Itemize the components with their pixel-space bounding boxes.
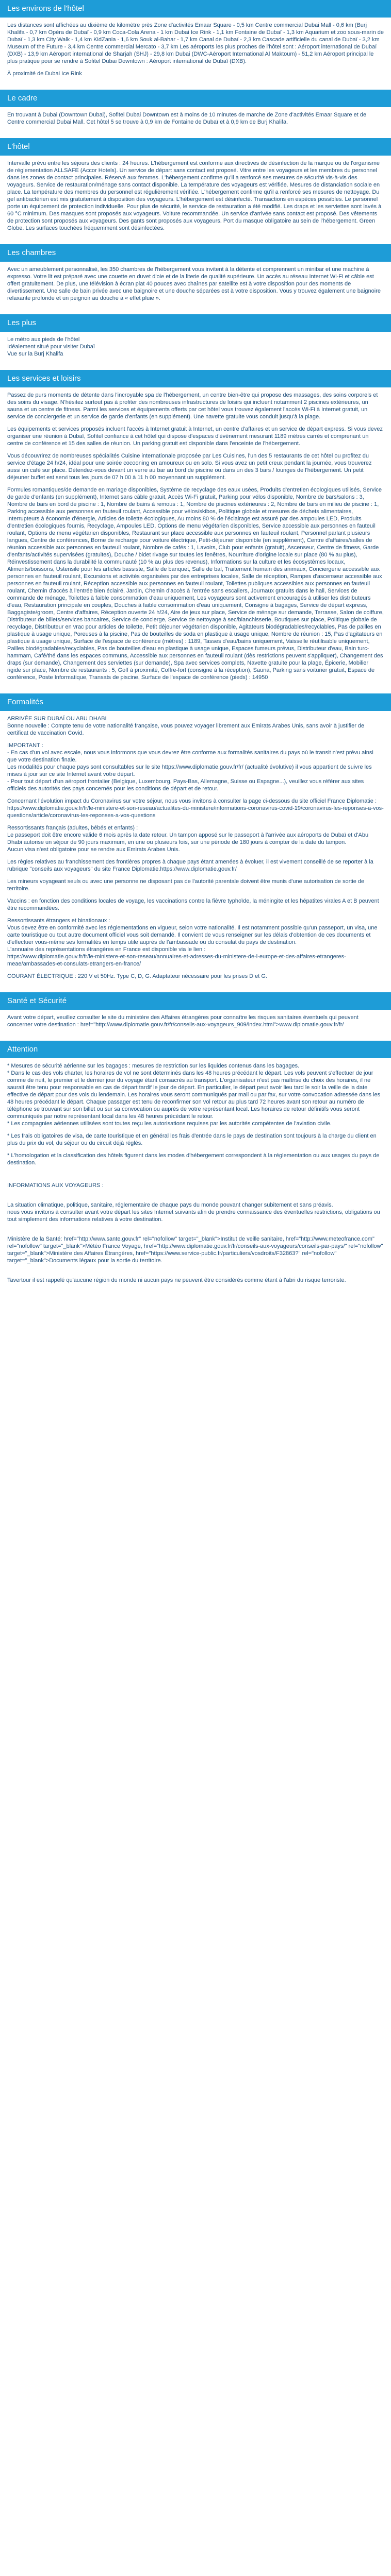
section-body-services bbox=[0, 387, 391, 693]
section-body-chambres bbox=[0, 262, 391, 314]
section-services bbox=[0, 370, 391, 693]
section-title-services: Les services et loisirs bbox=[0, 370, 391, 387]
section-cadre bbox=[0, 90, 391, 138]
section-environs bbox=[0, 0, 391, 90]
section-title-sante: Santé et Sécurité bbox=[0, 992, 391, 1010]
sante-text: Avant votre départ, veuillez consulter le site du ministère des Affaires étrangères pour connaître les risques sanitaires éventuels qui peuvent concerner votre destination : href="http://www.diplomatie.gouv.fr/fr/conseils-aux-voyageurs_909/index.html">www.diplomatie.gouv.fr/fr/ bbox=[7, 1014, 360, 1028]
section-title-plus: Les plus bbox=[0, 314, 391, 332]
spacer bbox=[7, 1172, 384, 1182]
formalites-vaccins-text: Vaccins : en fonction des conditions locales de voyage, les vaccinations contre la fièvre typhoïde, la méningite et les hépatites virales A et B peuvent être recommandées. bbox=[7, 898, 381, 911]
formalites-mineurs-text: Les mineurs voyageant seuls ou avec une personne ne disposant pas de l'autorité parentale doivent être munis d'une autorisation de sortie de territoire. bbox=[7, 878, 366, 892]
section-body-attention bbox=[0, 1058, 391, 1296]
hotel-text: Intervalle prévu entre les séjours des clients : 24 heures. L'hébergement est conforme aux directives de désinfection de la marque ou de l'organisme de réglementation ALLSAFE (Accor Hotels). Un service de départ sans contact est proposé. Vitre entre les voyageurs et les membres du personnel dans les zones de contact principales. Réservé aux femmes. L'hébergement confirme qu'il a renforcé ses mesures de sécurité vis-à-vis des voyageurs. Service de restauration/ménage sans contact disponible. La température des voyageurs est vérifiée. Mesures de distanciation sociale en place. La température des membres du personnel est régulièrement vérifiée. L'hébergement confirme qu'il a renforcé ses mesures de nettoyage. Du gel antibactérien est mis gratuitement à disposition des voyageurs. L'hébergement est désinfecté. Transactions en espèces possibles. Le personnel porte un équipement de protection individuelle. Pour plus de sécurité, le service de restauration a été modifié. Les draps et les serviettes sont lavés à 60 °C minimum. Des masques sont proposés aux voyageurs. Voiture recommandée. Un service d'arrivée sans contact est proposé. Des vêtements de protection sont proposés aux voyageurs. Des gants sont proposés aux voyageurs. Port du masque obligatoire au sein de l'hébergement. Green Globe. Les surfaces touchées fréquemment sont désinfectées. bbox=[7, 160, 383, 231]
services-dining-text: Vous découvrirez de nombreuses spécialités Cuisine internationale proposée par Les Cuisines, l'un des 5 restaurants de cet hôtel ou profitez du service d'étage 24 h/24, idéal pour une soirée cocooning en amoureux ou en solo. Si vous avez un petit creux pendant la journée, vous trouverez aussi un café sur place. Détendez-vous devant un verre au bar au bord de piscine ou dans un des 3 bars / lounges de l'hébergement. Un petit déjeuner buffet est servi tous les jours de 07 h 00 à 11 h 00 moyennant un supplément. bbox=[7, 453, 373, 481]
formalites-courant-text: COURANT ÉLECTRIQUE : 220 V et 50Hz. Type C, D, G. Adaptateur nécessaire pour les prises D et G. bbox=[7, 973, 267, 979]
chambres-text: Avec un ameublement personnalisé, les 350 chambres de l'hébergement vous invitent à la détente et comprennent un minibar et une machine à expresso. Votre lit est préparé avec une couette en duvet d'oie et de la literie de qualité supérieure. Un accès au réseau Internet Wi-Fi et câble est offert gratuitement. De plus, une télévision à écran plat 40 pouces avec chaînes par satellite est à votre disposition pour des moments de divertissement. Une salle de bain privée avec une baignoire et une douche séparées est à votre disposition. Vous y trouvez également une baignoire relaxante profonde et un peignoir au douche à « effet pluie ». bbox=[7, 266, 383, 301]
services-equipment-text: Les équipements et services proposés incluent l'accès à Internet gratuit à Internet, un centre d'affaires et un service de départ express. Si vous devez organiser une réunion à Dubaï, Sofitel confiance à cet hôtel qui dispose d'espaces d'événement mesurant 1189 mètres carrés et comprenant un centre de conférence et 15 des salles de réunion. Un parking gratuit est disponible dans l'enceinte de l'hébergement. bbox=[7, 426, 385, 447]
formalites-covid-text: Concernant l'évolution impact du Coronavirus sur votre séjour, nous vous invitons à consulter la page ci-dessous du site officiel France Diplomatie : https://www.diplomatie.gouv.fr/fr/le-ministere-et-son-reseau/actualites-du-ministere/informations-coronavirus-covid-19/coronavirus-les-reponses-a-vos-questions/article/coronavirus-les-reponses-a-vos-questions bbox=[7, 798, 384, 819]
section-body-plus bbox=[0, 332, 391, 370]
section-hotel bbox=[0, 138, 391, 244]
services-spa-text: Passez de purs moments de détente dans l'incroyable spa de l'hébergement, un centre bien-être qui propose des massages, des soins corporels et des soins du visage. N'hésitez surtout pas à profiter des nombreuses infrastructures de loisirs qui incluent notamment 2 piscines extérieures, un sauna et un centre de fitness. Parmi les services et équipements offerts par cet hôtel vous trouvez également l'accès Wi-Fi à Internet gratuit, un service de conciergerie et un service de garde d'enfants (en supplément). Une navette gratuite vous conduit jusqu'à la plage. bbox=[7, 392, 380, 420]
formalites-arrivee-text: ARRIVÉE SUR DUBAÏ OU ABU DHABI Bonne nouvelle : Compte tenu de votre nationalité française, vous pouvez voyager librement aux Emirats Arabes Unis, sans avoir à justifier de certificat de vaccination Covid. bbox=[7, 716, 365, 736]
section-chambres bbox=[0, 244, 391, 314]
services-amenities-list: Formules romantiques/de demande en mariage disponibles, Système de recyclage des eaux usées, Produits d'entretien écologiques utilisés, Service de garde d'enfants (en supplément), Internet sans câble gratuit, Accès Wi-Fi gratuit, Parking pour vélos disponible, Nombre de bars/salons : 3, Nombre de bars en bord de piscine : 1, Nombre de bains à remous : 1, Nombre de piscines extérieures : 2, Nombre de bars en milieu de piscine : 1, Parking accessible aux personnes en fauteuil roulant, Accessible pour vélos/skibos, Politique globale et mesures de déchets alimentaires, Interrupteurs à économie d'énergie, Articles de toilette écologiques, Au moins 80 % de l'éclairage est assuré par des ampoules LED, Produits d'entretien écologiques fournis, Recyclage, Ampoules LED, Options de menu végétarien disponibles, Service accessible aux personnes en fauteuil roulant, Options de menu végétarien disponibles, Restaurant sur place accessible aux personnes en fauteuil roulant, Personnel parlant plusieurs langues, Centre de conférences, Borne de recharge pour voiture électrique, Petit-déjeuner disponible (en supplément), Centre d'affaires/salles de réunion accessible aux personnes en fauteuil roulant, Nombre de cafés : 1, Lavoirs, Club pour enfants (gratuit), Ascenseur, Centre de fitness, Garde d'enfants/activités supervisées (gratuites), Douche / bidet rivage sur toutes les fenêtres, Nourriture d'origine locale sur place (80 % au plus), Réinvestissement dans la durabilité la communauté (10 % au plus des revenus), Informations sur la culture et les écosystèmes locaux, Aliments/boissons, Ustensile pour les articles bassiste, Salle de banquet, Salle de bal, Traitement humain des animaux, Conciergerie accessible aux personnes en fauteuil roulant, Excursions et activités organisées par des entreprises locales, Salle de réception, Rampes d'ascenseur accessible aux personnes en fauteuil roulant, Réception accessible aux personnes en fauteuil roulant, Toilettes publiques accessibles aux personnes en fauteuil roulant, Chemin d'accès à l'entrée bien éclairé, Jardin, Chemin d'accès à l'entrée sans escaliers, Journaux gratuits dans le hall, Services de commande de ménage, Toilettes à faible consommation d'eau uniquement, Les voyageurs sont activement encouragés à utiliser les distributeurs d'eau, Restauration principale en couples, Douches à faible consommation d'eau uniquement, Consigne à bagages, Service de départ express, Baggagiste/groom, Centre d'affaires, Réception ouverte 24 h/24, Aire de jeux sur place, Service de ménage sur demande, Terrasse, Salon de coiffure, Distributeur de billets/services bancaires, Service de concierge, Service de nettoyage à sec/blanchisserie, Boutiques sur place, Politique globale de recyclage, Distributeur en vrac pour articles de toilette, Petit déjeuner végétarien disponible, Agitateurs biodégradables/recyclables, Pas de pailles en plastique à usage unique, Poreuses à la piscine, Pas de bouteilles de soda en plastique à usage unique, Nombre de réunion : 15, Pas d'agitateurs en plastique à usage unique, Surface de l'espace de conférence (mètres) : 1189, Tasses d'eau/bains uniquement, Vaisselle réutilisable uniquement, Pailles biodégradables/recyclables, Pas de bouteilles d'eau en plastique à usage unique, Espaces fumeurs prévus, Distributeur d'eau, Bain turc-hammam, Café/thé dans les espaces communs, Accessible aux personnes en fauteuil roulant (dès restrictions peuvent s'appliquer), Changement des draps (sur demande), Changement des serviettes (sur demande), Spa avec services complets, Navette gratuite pour la plage, Épicerie, Mobilier rigide sur place, Nombre de restaurants : 5, Golf à proximité, Coffre-fort (consigne à la réception), Sauna, Parking sans voiturier gratuit, Espace de conférence, Poste Informatique, Transats de piscine, Surface de l'espace de conférence (pieds) : 14950 bbox=[7, 487, 385, 681]
section-plus bbox=[0, 314, 391, 370]
section-sante bbox=[0, 992, 391, 1041]
attention-homologation-text: * L'homologation et la classification des hôtels figurent dans les modes d'hébergement correspondent à la réglementation ou aux usages du pays de destination. bbox=[7, 1153, 381, 1166]
attention-situation-text: La situation climatique, politique, sanitaire, réglementaire de chaque pays du monde pouvant changer subitement et sans préavis. nous vous invitons à consulter avant votre départ les sites Internet suivants afin de prendre connaissance des éventuelles restrictions, obligations ou tout simplement des informations relatives à votre destination. bbox=[7, 1202, 380, 1223]
section-title-environs: Les environs de l'hôtel bbox=[0, 0, 391, 18]
spacer bbox=[7, 1194, 384, 1201]
attention-frais-text: * Les frais obligatoires de visa, de carte touristique et en général les frais d'entrée dans le pays de destination sont toujours à la charge du client en plus du prix du vol, du séjour ou du circuit déjà réglés. bbox=[7, 1133, 378, 1146]
section-title-attention: Attention bbox=[0, 1041, 391, 1058]
cadre-text: En trouvant à Dubai (Downtown Dubai), Sofitel Dubai Downtown est à moins de 10 minutes de marche de Zone d'activités Emaar Square et de Centre commercial Dubai Mall. Cet hôtel 5 se trouve à 0,9 km de Fontaine de Dubaï et à 0,9 km de Burj Khalifa. bbox=[7, 112, 368, 125]
plus-list-text: Le métro aux pieds de l'hôtel Idéalement situé pour visiter Dubaï Vue sur la Burj Khalifa bbox=[7, 336, 95, 357]
formalites-important-text: IMPORTANT : - En cas d'un vol avec escale, nous vous informons que vous devrez être conforme aux formalités sanitaires du pays où le transit n'est prévu ainsi que votre destination finale. Les modalités pour chaque pays sont consultables sur le site https://www.diplomatie.gouv.fr/fr/ (actualité évolutive) il vous appartient de suivre les mises à jour sur ce site Internet avant votre départ. - Pour tout départ d'un aéroport frontalier (Belgique, Luxembourg, Pays-Bas, Allemagne, Suisse ou Espagne...), veuillez vous référer aux sites officiels des autorités des pays concernés pour les conditions de départ et de retour. bbox=[7, 742, 373, 792]
environs-proximity-text: À proximité de Dubai Ice Rink bbox=[7, 71, 82, 77]
formalites-frontieres-text: Les règles relatives au franchissement des frontières propres à chaque pays étant amenées à évoluer, il est vivement conseillé de se reporter à la rubrique "conseils aux voyageurs" du site France Diplomatie.https://www.diplomatie.gouv.fr/ bbox=[7, 859, 375, 872]
environs-distances-text: Les distances sont affichées au dixième de kilomètre près Zone d'activités Emaar Square - 0,5 km Centre commercial Dubai Mall - 0,6 km (Burj Khalifa - 0,7 km Opéra de Dubaï - 0,9 km Coca-Cola Arena - 1 km Dubai Ice Rink - 1,1 km Fontaine de Dubaï - 1,3 km Aquarium et zoo sous-marin de Dubaï - 1,3 km City Walk - 1,4 km KidZania - 1,6 km Souk al-Bahar - 1,7 km Canal de Dubaï - 2,3 km Cascade artificielle du canal de Dubaï - 3,2 km Museum of the Future - 3,4 km Centre commercial Mercato - 3,7 km Les aéroports les plus proches de l'hôtel sont : Aéroport international de Dubaï (DXB) - 13,9 km Aéroport international de Sharjah (SHJ) - 29,8 km Dubai (DWC-Aéroport International Al Maktoum) - 51,2 km Aéroport principal le plus pratique pour se rendre à Sofitel Dubai Downtown : Aéroport international de Dubaï (DXB). bbox=[7, 22, 386, 64]
section-title-chambres: Les chambres bbox=[0, 244, 391, 262]
formalites-ressortissants-text: Ressortissants français (adultes, bébés et enfants) : Le passeport doit être encore valide 6 mois après la date retour. Un tampon apposé sur le passeport à l'arrivée aux aéroports de Dubaï et d'Abu Dhabi autorise un séjour de 90 jours maximum, en une ou plusieurs fois, sur une période de 180 jours à compter de la date du tampon. Aucun visa n'est obligatoire pour se rendre aux Emirats Arabes Unis. bbox=[7, 825, 369, 853]
section-body-formalites bbox=[0, 711, 391, 992]
section-title-formalites: Formalités bbox=[0, 693, 391, 711]
section-attention bbox=[0, 1041, 391, 1296]
section-title-hotel: L'hôtel bbox=[0, 138, 391, 156]
spacer bbox=[7, 1269, 384, 1277]
attention-terrorisme-text: Tavertour il est rappelé qu'aucune région du monde ni aucun pays ne peuvent être considérés comme étant à l'abri du risque terroriste. bbox=[7, 1277, 346, 1283]
section-body-cadre bbox=[0, 107, 391, 138]
section-body-sante bbox=[0, 1010, 391, 1041]
section-body-environs bbox=[0, 18, 391, 90]
section-body-hotel bbox=[0, 156, 391, 244]
spacer bbox=[7, 1228, 384, 1235]
attention-links-text: Ministère de la Santé: href="http://www.sante.gouv.fr" rel="nofollow" target="_blank">Institut de veille sanitaire, href="http://www.meteofrance.com" rel="nofollow" target="_blank">Météo France Voyage, href="http://www.diplomatie.gouv.fr/fr/conseils-aux-voyageurs/conseils-par-pays/" rel="nofollow" target="_blank">Ministère des Affaires Étrangères, href="https://www.service-public.fr/particuliers/vosdroits/F32863?" rel="nofollow" target="_blank">Documents légaux pour la sortie du territoire. bbox=[7, 1236, 385, 1264]
attention-infos-title: INFORMATIONS AUX VOYAGEURS : bbox=[7, 1182, 104, 1189]
section-formalites bbox=[0, 693, 391, 992]
section-title-cadre: Le cadre bbox=[0, 90, 391, 107]
formalites-etrangers-text: Ressortissants étrangers et binationaux : Vous devez être en conformité avec les réglementations en vigueur, selon votre nationalité. Il est notamment possible qu'un passeport, un visa, une carte touristique ou tout autre document officiel vous soit demandé. Il convient de vous renseigner sur les délais d'obtention de ces documents et d'effectuer vous-même ses formalités en temps utile auprès de l'ambassade ou du consulat du pays de destination. L'annuaire des représentations étrangères en France est disponible via le lien : https://www.diplomatie.gouv.fr/fr/le-ministere-et-son-reseau/annuaires-et-adresses-du-ministere-de-l-europe-et-des-affaires-etrangeres-meae/ambassades-et-consulats-etrangers-en-france/ bbox=[7, 918, 378, 967]
attention-securite-text: * Mesures de sécurité aérienne sur les bagages : mesures de restriction sur les liquides contenus dans les bagages. * Dans le cas des vols charter, les horaires de vol ne sont déterminés dans les 48 heures précédant le départ. Les vols peuvent s'effectuer de jour comme de nuit, le premier et le dernier jour du voyage étant consacrés au transport. L'organisateur n'est pas maîtrise du choix des horaires, il ne saurait être tenu pour responsable en cas de départ tardif le jour de départ. En particulier, le départ peut avoir lieu tard le soir la veille de la date effective de départ pour des vols du lendemain. Les horaires vous seront communiqués par mail ou par fax, sur votre convocation adressée dans les 48 heures précédant le départ. Chaque passager est tenu de reconfirmer son vol retour au plus tard 72 heures avant son retour au numéro de téléphone se trouvant sur son billet ou sur sa convocation ou auprès de votre représentant local. Les horaires de retour définitifs vous seront communiqués par notre représentant local dans les 48 heures précédant le retour. * Les compagnies aériennes utilisées sont toutes reçu les autorisations requises par les autorités compétentes de l'aviation civile. bbox=[7, 1063, 381, 1127]
